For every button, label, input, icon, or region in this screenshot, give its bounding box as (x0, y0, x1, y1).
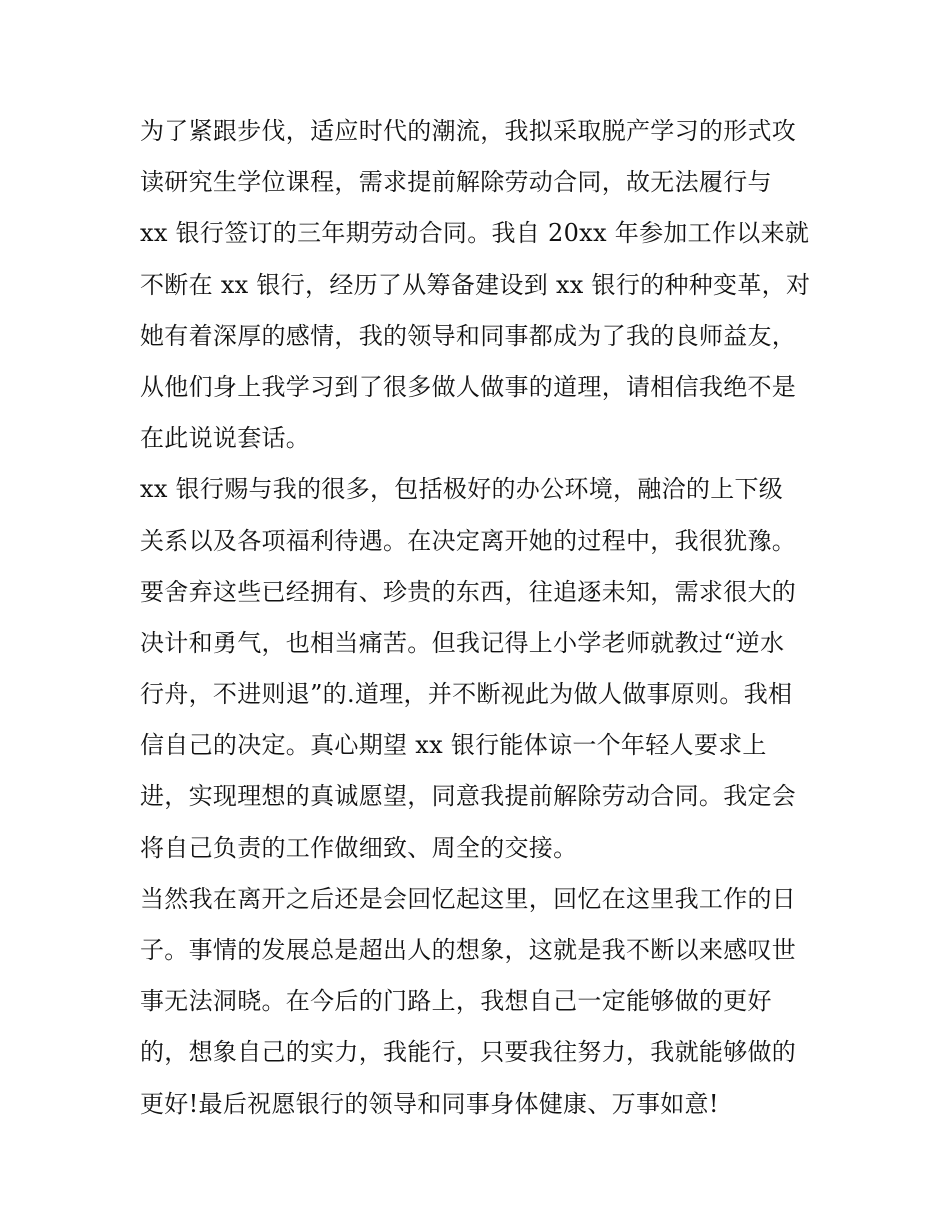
text-line: xx 银行赐与我的很多，包括极好的办公环境，融洽的上下级 (140, 475, 784, 504)
text-line: 读研究生学位课程，需求提前解除劳动合同，故无法履行与 (140, 168, 772, 197)
letter-body (140, 106, 820, 1130)
text-line: 当然我在离开之后还是会回忆起这里，回忆在这里我工作的日 (140, 884, 797, 913)
text-line: 更好!最后祝愿银行的领导和同事身体健康、万事如意! (140, 1089, 719, 1118)
text-line: 不断在 xx 银行，经历了从筹备建设到 xx 银行的种种变革，对 (140, 270, 811, 299)
text-line: 的，想象自己的实力，我能行，只要我往努力，我就能够做的 (140, 1038, 797, 1067)
text-line: 信自己的决定。真心期望 xx 银行能体谅一个年轻人要求上 (140, 731, 767, 760)
text-line: 子。事情的发展总是超出人的想象，这就是我不断以来感叹世 (140, 936, 797, 964)
text-line: 进，实现理想的真诚愿望，同意我提前解除劳动合同。我定会 (140, 782, 797, 811)
text-line: 将自己负责的工作做细致、周全的交接。 (140, 833, 578, 862)
text-line: 要舍弃这些已经拥有、珍贵的东西，往追逐未知，需求很大的 (140, 577, 797, 606)
text-line: 决计和勇气，也相当痛苦。但我记得上小学老师就教过“逆水 (140, 628, 785, 657)
text-line: 为了紧跟步伐，适应时代的潮流，我拟采取脱产学习的形式攻 (140, 117, 797, 145)
text-line: 从他们身上我学习到了很多做人做事的道理，请相信我绝不是 (140, 372, 797, 401)
text-line: 在此说说套话。 (140, 424, 311, 453)
text-line: 行舟，不进则退”的.道理，并不断视此为做人做事原则。我相 (140, 680, 793, 709)
text-line: 事无法洞晓。在今后的门路上，我想自己一定能够做的更好 (140, 987, 772, 1016)
text-line: xx 银行签订的三年期劳动合同。我自 20xx 年参加工作以来就 (140, 219, 810, 248)
text-line: 她有着深厚的感情，我的领导和同事都成为了我的良师益友， (140, 321, 797, 350)
text-line: 关系以及各项福利待遇。在决定离开她的过程中，我很犹豫。 (140, 526, 797, 555)
